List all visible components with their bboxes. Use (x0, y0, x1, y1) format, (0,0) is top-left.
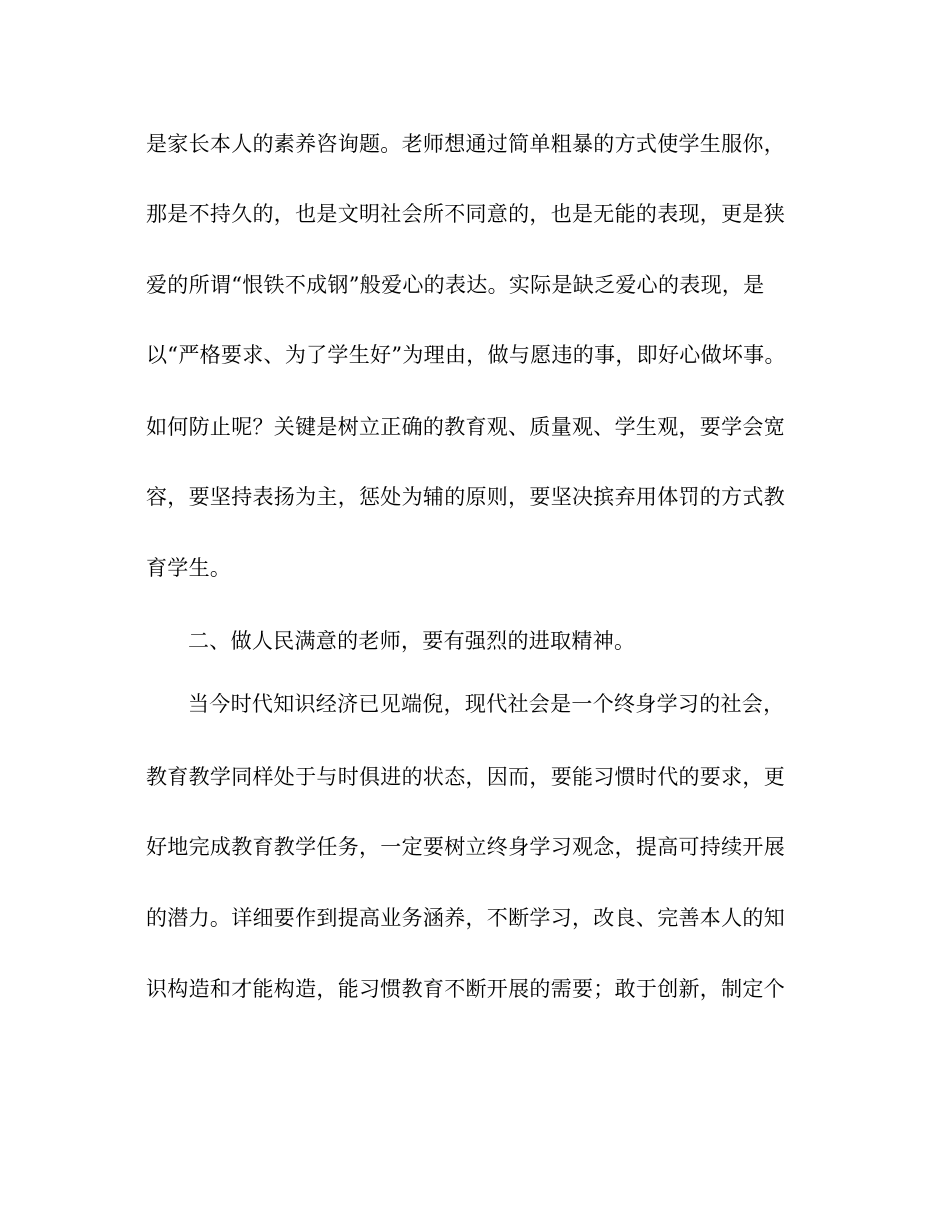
text-line: 的潜力。详细要作到提高业务涵养，不断学习，改良、完善本人的知 (146, 906, 785, 930)
text-line: 教育教学同样处于与时俱进的状态，因而，要能习惯时代的要求，更 (146, 765, 785, 789)
text-line: 识构造和才能构造，能习惯教育不断开展的需要；敢于创新，制定个 (146, 977, 785, 1001)
text-line: 如何防止呢？关键是树立正确的教育观、质量观、学生观，要学会宽 (146, 415, 785, 439)
text-line: 是家长本人的素养咨询题。老师想通过简单粗暴的方式使学生服你， (146, 132, 785, 156)
text-line: 那是不持久的，也是文明社会所不同意的，也是无能的表现，更是狭 (146, 202, 785, 226)
text-line: 好地完成教育教学任务，一定要树立终身学习观念，提高可持续开展 (146, 835, 785, 859)
text-line: 容，要坚持表扬为主，惩处为辅的原则，要坚决摈弃用体罚的方式教 (146, 485, 785, 509)
text-line: 以“严格要求、为了学生好”为理由，做与愿违的事，即好心做坏事。 (146, 343, 786, 367)
text-line: 当今时代知识经济已见端倪，现代社会是一个终身学习的社会， (188, 692, 785, 716)
text-line: 爱的所谓“恨铁不成钢”般爱心的表达。实际是缺乏爱心的表现，是 (146, 273, 765, 297)
section-heading: 二、做人民满意的老师，要有强烈的进取精神。 (188, 629, 636, 653)
text-line: 育学生。 (146, 556, 232, 580)
